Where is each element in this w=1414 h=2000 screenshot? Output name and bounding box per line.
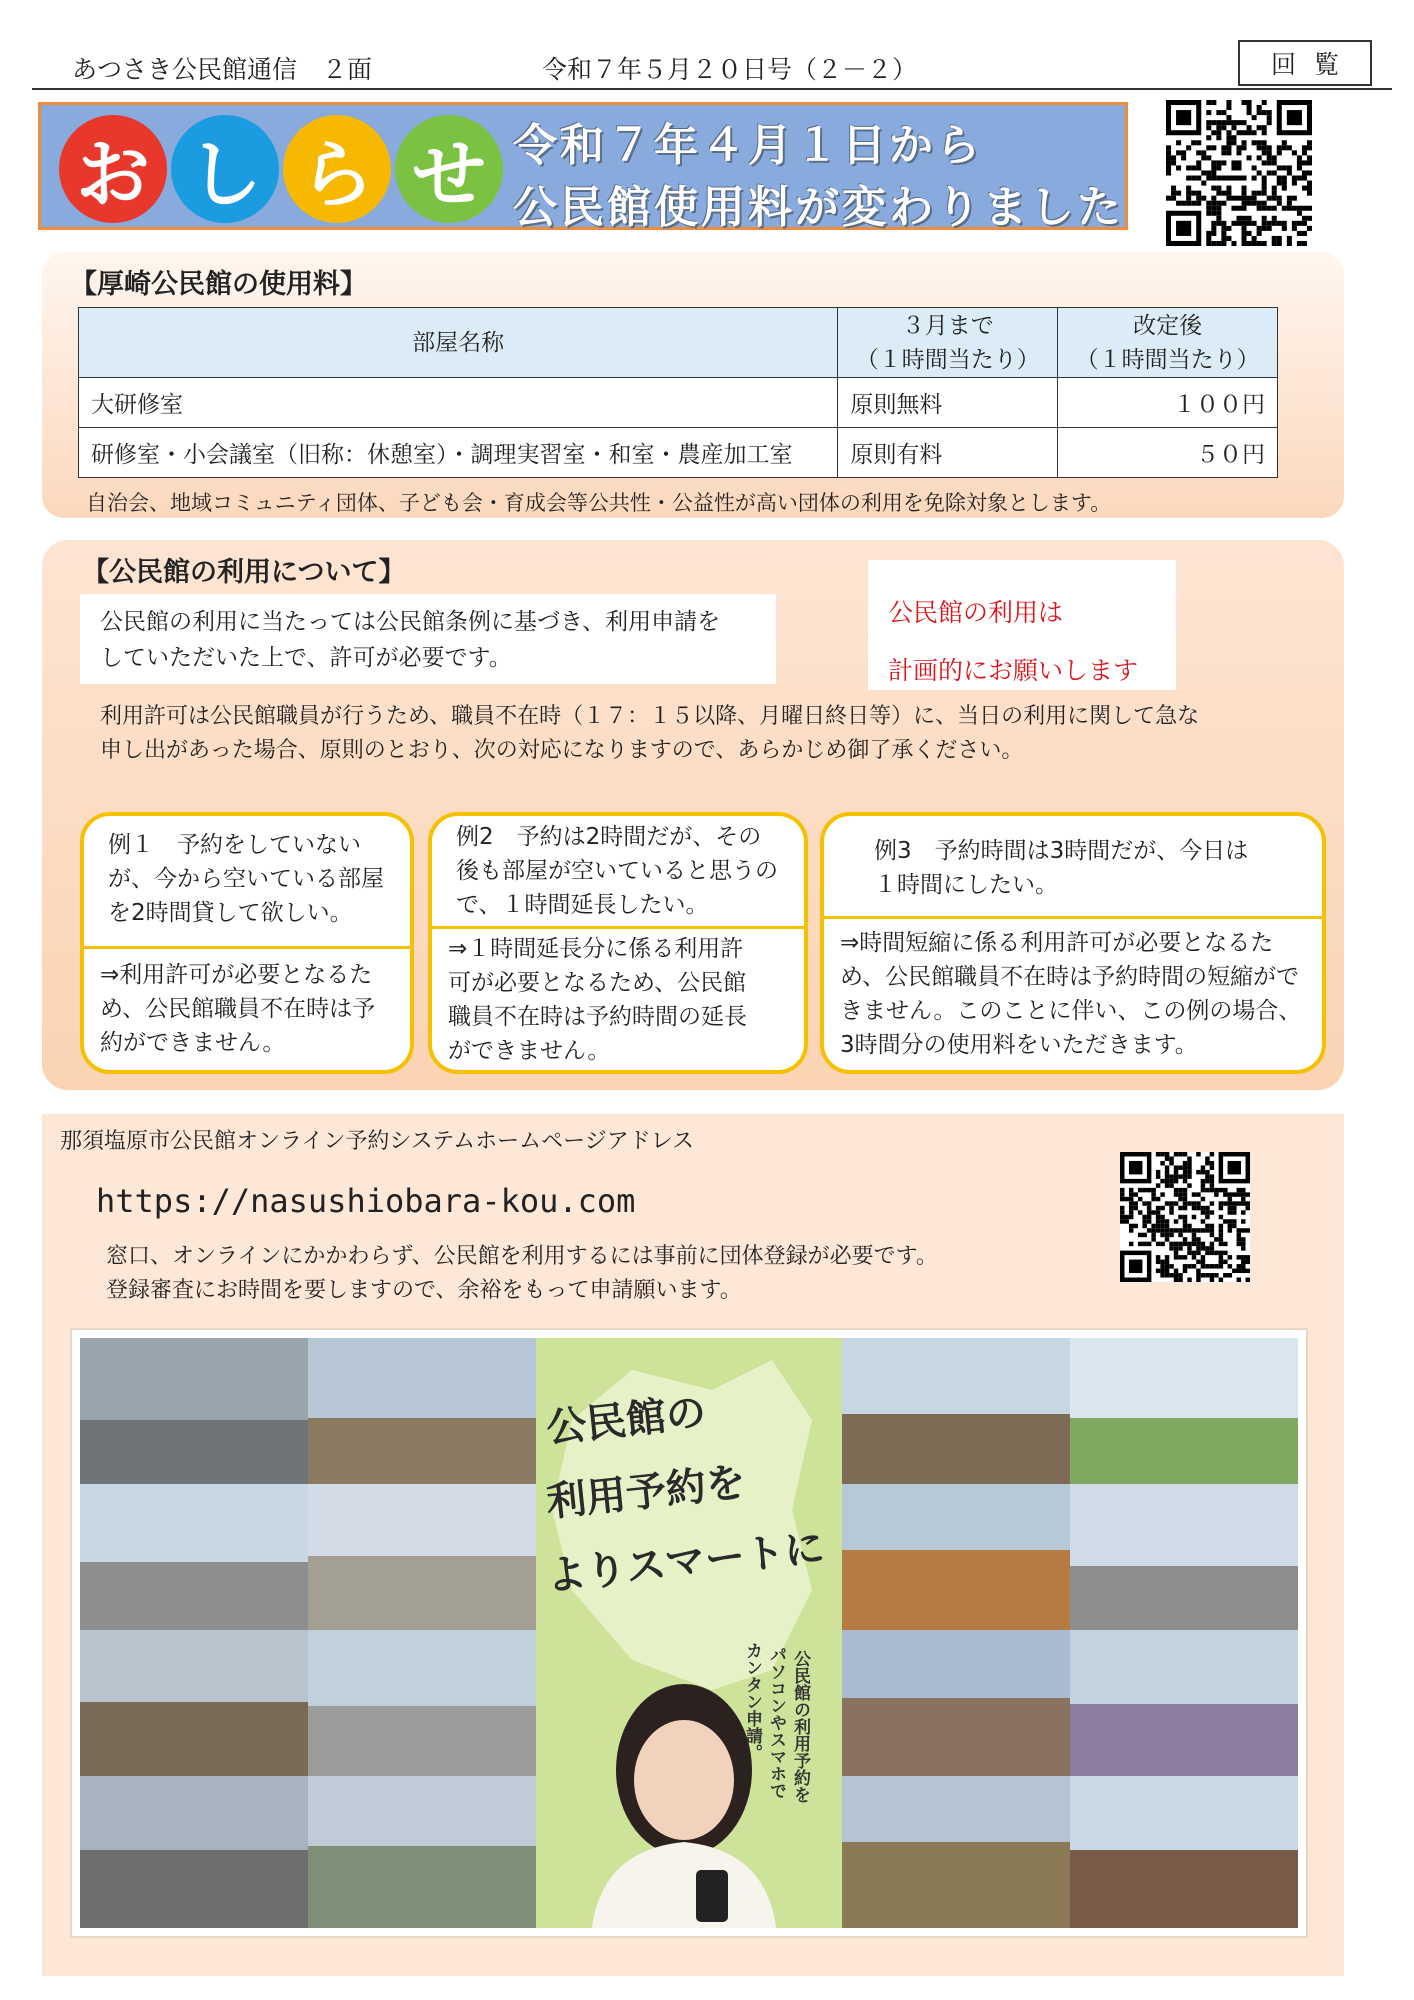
permission-box: 公民館の利用に当たっては公民館条例に基づき、利用申請を していただいた上で、許可が必要です。 [80,594,776,684]
exemption-note: 自治会、地域コミュニティ団体、子ども会・育成会等公共性・公益性が高い団体の利用を免除対象とします。 [86,491,1112,515]
example-question: 例3 予約時間は3時間だが、今日は １時間にしたい。 [874,838,1249,898]
kairan-stamp: 回覧 [1238,40,1372,86]
room-name: 研修室・小会議室（旧称：休憩室）・調理実習室・和室・農産加工室 [79,428,838,478]
banner-circle-o: お [59,115,167,223]
banner-circle-se: せ [395,115,503,223]
fee-before: 原則無料 [838,378,1058,428]
poster-headline-3: よりスマートに [544,1524,827,1600]
usage-title: 【公民館の利用について】 [82,557,406,588]
banner-headline-1: 令和７年４月１日から [513,120,983,171]
table-header-row [79,308,1278,378]
example-answer: ⇒１時間延長分に係る利用許 可が必要となるため、公民館 職員不在時は予約時間の延長 ができません。 [448,936,747,1064]
example-answer: ⇒時間短縮に係る利用許可が必要となるた め、公民館職員不在時は予約時間の短縮がで きません。このことに伴い、この例の場合、 3時間分の使用料をいただきます。 [840,930,1302,1058]
reservation-url-link[interactable]: https://nasushiobara-kou.com [96,1182,636,1220]
fee-after: １００円 [1058,378,1278,428]
example-answer: ⇒利用許可が必要となるた め、公民館職員不在時は予 約ができません。 [100,962,376,1056]
card-divider [84,946,410,949]
col-before: ３月まで （１時間当たり） [838,308,1058,378]
fee-before: 原則有料 [838,428,1058,478]
photo-tiles-left [80,1338,536,1928]
planning-callout: 公民館の利用は 計画的にお願いします [868,560,1176,690]
fee-title: 【厚崎公民館の使用料】 [70,269,367,300]
poster-subtext-3: カンタン申請。 [742,1642,762,1761]
photo-tiles-right [842,1338,1298,1928]
example-card-1 [80,812,414,1074]
card-divider [432,926,804,929]
poster-subtext-1: 公民館の利用予約を [790,1650,810,1803]
example-question: 例１ 予約をしていない が、今から空いている部屋 を2時間貸して欲しい。 [108,832,384,926]
online-title: 那須塩原市公民館オンライン予約システムホームページアドレス [60,1129,695,1154]
qr-code-icon[interactable] [1166,100,1312,246]
page-header [32,40,1392,90]
registration-note: 窓口、オンラインにかかわらず、公民館を利用するには事前に団体登録が必要です。 登録審査にお時間を要しますので、余裕をもって申請願います。 [106,1244,938,1303]
table-row [79,428,1278,478]
reservation-poster [70,1328,1308,1938]
example-card-2 [428,812,808,1074]
banner-circle-ra: ら [283,115,391,223]
col-room: 部屋名称 [79,308,838,378]
example-card-3 [820,812,1326,1074]
poster-subtext-2: パソコンやスマホで [766,1646,786,1799]
poster-image [72,1330,1306,1936]
usage-explanation: 利用許可は公民館職員が行うため、職員不在時（１７：１５以降、月曜日終日等）に、当日の利用に関して急な 申し出があった場合、原則のとおり、次の対応になりますので、あらかじめ御了承ください。 [100,704,1200,763]
room-name: 大研修室 [79,378,838,428]
poster-headline-1: 公民館の [544,1388,709,1452]
banner-circle-shi: し [171,115,279,223]
banner-headline-2: 公民館使用料が変わりました [513,182,1124,233]
card-divider [824,916,1322,919]
col-after: 改定後 （１時間当たり） [1058,308,1278,378]
notice-banner [38,102,1128,233]
example-question: 例2 予約は2時間だが、その 後も部屋が空いていると思うの で、１時間延長したい。 [456,824,778,918]
poster-headline-2: 利用予約を [544,1458,748,1526]
issue-date: 令和７年５月２０日号（２－２） [542,55,918,84]
qr-code-icon[interactable] [1120,1152,1250,1282]
table-row [79,378,1278,428]
fee-after: ５０円 [1058,428,1278,478]
newsletter-name: あつさき公民館通信 ２面 [72,55,373,84]
fee-table [78,307,1278,478]
